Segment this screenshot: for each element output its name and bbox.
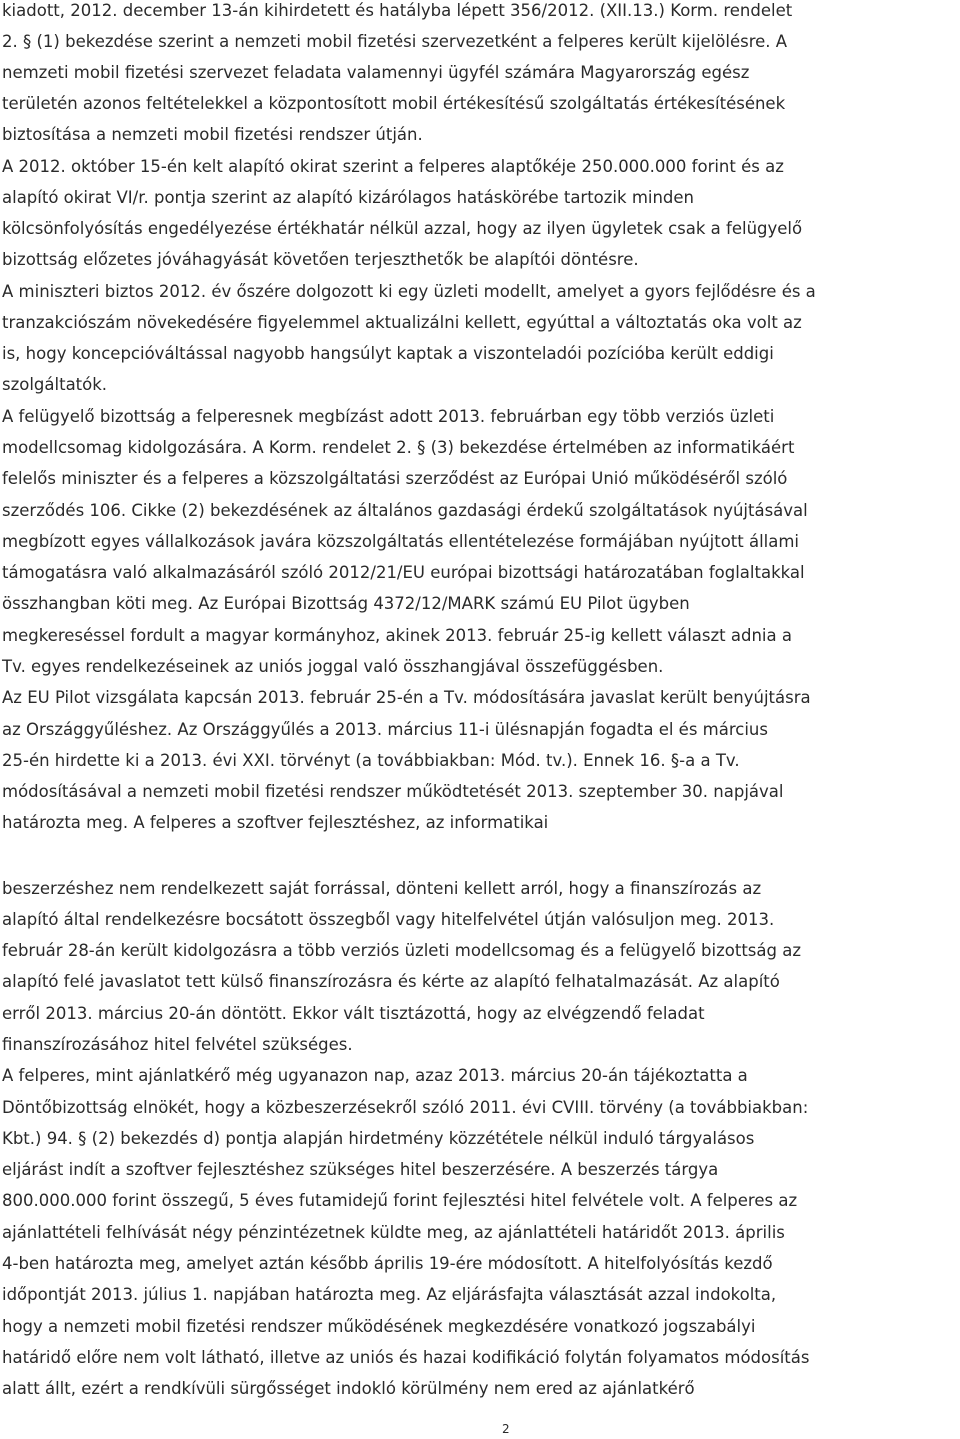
text-line: nemzeti mobil fizetési szervezet feladata valamennyi ügyfél számára Magyarország egész xyxy=(2,63,750,82)
text-line: felelős miniszter és a felperes a közszolgáltatási szerződést az Európai Unió működéséről szóló xyxy=(2,469,788,488)
page-number: 2 xyxy=(502,1422,510,1436)
text-line: megbízott egyes vállalkozások javára közszolgáltatás ellentételezése formájában nyújtott állami xyxy=(2,532,800,551)
text-line: Tv. egyes rendelkezéseinek az uniós joggal való összhangjával összefüggésben. xyxy=(2,657,664,676)
text-line: A miniszteri biztos 2012. év őszére dolgozott ki egy üzleti modellt, amelyet a gyors fejlődésre és a xyxy=(2,282,816,301)
text-line: területén azonos feltételekkel a központosított mobil értékesítésű szolgáltatás értékesítésének xyxy=(2,94,786,113)
text-line: február 28-án került kidolgozásra a több verziós üzleti modellcsomag és a felügyelő bizottság az xyxy=(2,941,801,960)
text-line: beszerzéshez nem rendelkezett saját forrással, dönteni kellett arról, hogy a finanszírozás az xyxy=(2,879,762,898)
text-line: 2. § (1) bekezdése szerint a nemzeti mobil fizetési szervezetként a felperes került kijelölésre. A xyxy=(2,32,788,51)
text-line: alapító felé javaslatot tett külső finanszírozásra és kérte az alapító felhatalmazását. Az alapító xyxy=(2,972,780,991)
text-line: 4-ben határozta meg, amelyet aztán később április 19-ére módosított. A hitelfolyósítás kezdő xyxy=(2,1254,773,1273)
text-line: eljárást indít a szoftver fejlesztéshez szükséges hitel beszerzésére. A beszerzés tárgya xyxy=(2,1160,719,1179)
text-line: Döntőbizottság elnökét, hogy a közbeszerzésekről szóló 2011. évi CVIII. törvény (a továbbiakban: xyxy=(2,1098,809,1117)
text-line: alapító által rendelkezésre bocsátott összegből vagy hitelfelvétel útján valósuljon meg. 2013. xyxy=(2,910,775,929)
text-line: Az EU Pilot vizsgálata kapcsán 2013. február 25-én a Tv. módosítására javaslat került benyújtásra xyxy=(2,688,811,707)
text-line: ajánlattételi felhívását négy pénzintézetnek küldte meg, az ajánlattételi határidőt 2013. április xyxy=(2,1223,785,1242)
text-line: megkereséssel fordult a magyar kormányhoz, akinek 2013. február 25-ig kellett választ adnia a xyxy=(2,626,792,645)
text-line: kölcsönfolyósítás engedélyezése értékhatár nélkül azzal, hogy az ilyen ügyletek csak a felügyelő xyxy=(2,219,803,238)
text-line: határozta meg. A felperes a szoftver fejlesztéshez, az informatikai xyxy=(2,813,549,832)
text-line: modellcsomag kidolgozására. A Korm. rendelet 2. § (3) bekezdése értelmében az informatikáért xyxy=(2,438,795,457)
text-line: szerződés 106. Cikke (2) bekezdésének az általános gazdasági érdekű szolgáltatások nyújtásával xyxy=(2,501,808,520)
text-line: Kbt.) 94. § (2) bekezdés d) pontja alapján hirdetmény közzététele nélkül induló tárgyalásos xyxy=(2,1129,755,1148)
text-line: szolgáltatók. xyxy=(2,375,108,394)
text-line: A 2012. október 15-én kelt alapító okirat szerint a felperes alaptőkéje 250.000.000 forint és az xyxy=(2,157,784,176)
text-line: A felügyelő bizottság a felperesnek megbízást adott 2013. februárban egy több verziós üzleti xyxy=(2,407,775,426)
text-line: bizottság előzetes jóváhagyását követően terjeszthetők be alapítói döntésre. xyxy=(2,250,639,269)
text-line: A felperes, mint ajánlatkérő még ugyanazon nap, azaz 2013. március 20-án tájékoztatta a xyxy=(2,1066,748,1085)
text-line: erről 2013. március 20-án döntött. Ekkor vált tisztázottá, hogy az elvégzendő feladat xyxy=(2,1004,705,1023)
text-line: alapító okirat VI/r. pontja szerint az alapító kizárólagos hatáskörébe tartozik minden xyxy=(2,188,695,207)
text-line: időpontját 2013. július 1. napjában határozta meg. Az eljárásfajta választását azzal indokolta, xyxy=(2,1285,777,1304)
text-line: módosításával a nemzeti mobil fizetési rendszer működtetését 2013. szeptember 30. napjával xyxy=(2,782,784,801)
text-line: összhangban köti meg. Az Európai Bizottság 4372/12/MARK számú EU Pilot ügyben xyxy=(2,594,690,613)
text-line: hogy a nemzeti mobil fizetési rendszer működésének megkezdésére vonatkozó jogszabályi xyxy=(2,1317,756,1336)
text-line: biztosítása a nemzeti mobil fizetési rendszer útján. xyxy=(2,125,423,144)
text-line: kiadott, 2012. december 13-án kihirdetett és hatályba lépett 356/2012. (XII.13.) Korm. rendelet xyxy=(2,1,793,20)
text-line: is, hogy koncepcióváltással nagyobb hangsúlyt kaptak a viszonteladói pozícióba került eddigi xyxy=(2,344,774,363)
text-line: 800.000.000 forint összegű, 5 éves futamidejű forint fejlesztési hitel felvétele volt. A felperes az xyxy=(2,1191,798,1210)
text-line: finanszírozásához hitel felvétel szükséges. xyxy=(2,1035,353,1054)
text-line: támogatásra való alkalmazásáról szóló 2012/21/EU európai bizottsági határozatában foglaltakkal xyxy=(2,563,805,582)
text-line: 25-én hirdette ki a 2013. évi XXI. törvényt (a továbbiakban: Mód. tv.). Ennek 16. §-a a Tv. xyxy=(2,751,740,770)
text-line: alatt állt, ezért a rendkívüli sürgősséget indokló körülmény nem ered az ajánlatkérő xyxy=(2,1379,695,1398)
text-line: határidő előre nem volt látható, illetve az uniós és hazai kodifikáció folytán folyamatos módosítás xyxy=(2,1348,810,1367)
text-line: tranzakciószám növekedésére figyelemmel aktualizálni kellett, egyúttal a változtatás oka volt az xyxy=(2,313,802,332)
text-line: az Országgyűléshez. Az Országgyűlés a 2013. március 11-i ülésnapján fogadta el és március xyxy=(2,720,768,739)
